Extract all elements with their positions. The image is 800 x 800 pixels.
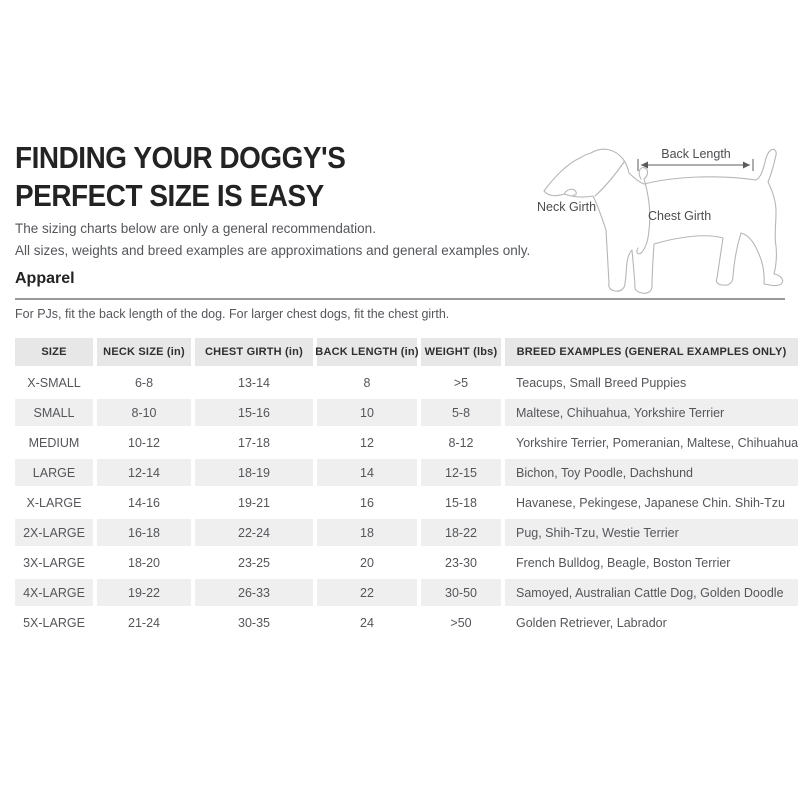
table-cell: 18-19	[195, 459, 313, 486]
table-cell: >5	[421, 369, 501, 396]
size-cell: 2X-LARGE	[15, 519, 93, 546]
table-cell: 22	[317, 579, 417, 606]
table-cell: 21-24	[97, 609, 191, 636]
dog-measurement-diagram	[530, 133, 800, 300]
table-cell: 13-14	[195, 369, 313, 396]
table-cell: >50	[421, 609, 501, 636]
column-header-breed-examples: BREED EXAMPLES (GENERAL EXAMPLES ONLY)	[505, 338, 798, 366]
table-cell: 17-18	[195, 429, 313, 456]
table-cell: 14	[317, 459, 417, 486]
column-header-neck-size: NECK SIZE (in)	[97, 338, 191, 366]
breed-examples-cell: Bichon, Toy Poodle, Dachshund	[505, 459, 798, 486]
table-cell: 12	[317, 429, 417, 456]
neck-girth-label: Neck Girth	[537, 200, 597, 214]
table-cell: 12-15	[421, 459, 501, 486]
table-cell: 16	[317, 489, 417, 516]
chest-girth-label: Chest Girth	[648, 209, 712, 223]
table-cell: 18	[317, 519, 417, 546]
table-cell: 10-12	[97, 429, 191, 456]
section-heading-apparel: Apparel	[15, 270, 75, 287]
table-cell: 24	[317, 609, 417, 636]
breed-examples-cell: Golden Retriever, Labrador	[505, 609, 798, 636]
apparel-sizing-table	[15, 338, 799, 636]
table-cell: 20	[317, 549, 417, 576]
table-cell: 14-16	[97, 489, 191, 516]
page-title	[15, 139, 345, 215]
page-title-line1: FINDING YOUR DOGGY'S	[15, 140, 346, 175]
table-cell: 8	[317, 369, 417, 396]
table-cell: 23-30	[421, 549, 501, 576]
table-cell: 10	[317, 399, 417, 426]
size-cell: X-LARGE	[15, 489, 93, 516]
table-cell: 8-12	[421, 429, 501, 456]
dog-outline-illustration	[530, 133, 800, 300]
size-cell: X-SMALL	[15, 369, 93, 396]
table-cell: 6-8	[97, 369, 191, 396]
subtitle-line1: The sizing charts below are only a general recommendation.	[15, 221, 376, 236]
breed-examples-cell: Samoyed, Australian Cattle Dog, Golden Doodle	[505, 579, 798, 606]
subtitle-line2: All sizes, weights and breed examples are approximations and general examples only.	[15, 242, 531, 258]
table-cell: 19-21	[195, 489, 313, 516]
table-cell: 5-8	[421, 399, 501, 426]
column-header-weight: WEIGHT (lbs)	[421, 338, 501, 366]
breed-examples-cell: Yorkshire Terrier, Pomeranian, Maltese, Chihuahua	[505, 429, 798, 456]
breed-examples-cell: Teacups, Small Breed Puppies	[505, 369, 798, 396]
breed-examples-cell: Havanese, Pekingese, Japanese Chin. Shih-Tzu	[505, 489, 798, 516]
breed-examples-cell: French Bulldog, Beagle, Boston Terrier	[505, 549, 798, 576]
size-cell: 3X-LARGE	[15, 549, 93, 576]
page-subtitle	[15, 218, 530, 261]
table-cell: 23-25	[195, 549, 313, 576]
table-cell: 16-18	[97, 519, 191, 546]
column-header-chest-girth: CHEST GIRTH (in)	[195, 338, 313, 366]
page-title-line2: PERFECT SIZE IS EASY	[15, 178, 324, 213]
size-cell: SMALL	[15, 399, 93, 426]
table-cell: 18-22	[421, 519, 501, 546]
table-cell: 22-24	[195, 519, 313, 546]
breed-examples-cell: Maltese, Chihuahua, Yorkshire Terrier	[505, 399, 798, 426]
table-cell: 18-20	[97, 549, 191, 576]
column-header-back-length: BACK LENGTH (in)	[317, 338, 417, 366]
table-cell: 26-33	[195, 579, 313, 606]
table-cell: 19-22	[97, 579, 191, 606]
table-cell: 30-35	[195, 609, 313, 636]
size-cell: MEDIUM	[15, 429, 93, 456]
table-cell: 15-18	[421, 489, 501, 516]
table-cell: 30-50	[421, 579, 501, 606]
size-cell: LARGE	[15, 459, 93, 486]
table-cell: 15-16	[195, 399, 313, 426]
back-length-label: Back Length	[661, 147, 731, 161]
column-header-size: SIZE	[15, 338, 93, 366]
table-cell: 12-14	[97, 459, 191, 486]
table-cell: 8-10	[97, 399, 191, 426]
breed-examples-cell: Pug, Shih-Tzu, Westie Terrier	[505, 519, 798, 546]
size-cell: 5X-LARGE	[15, 609, 93, 636]
neck-girth-line	[595, 162, 624, 196]
size-cell: 4X-LARGE	[15, 579, 93, 606]
section-divider	[15, 298, 785, 300]
fitting-note: For PJs, fit the back length of the dog. For larger chest dogs, fit the chest girth.	[15, 307, 450, 321]
